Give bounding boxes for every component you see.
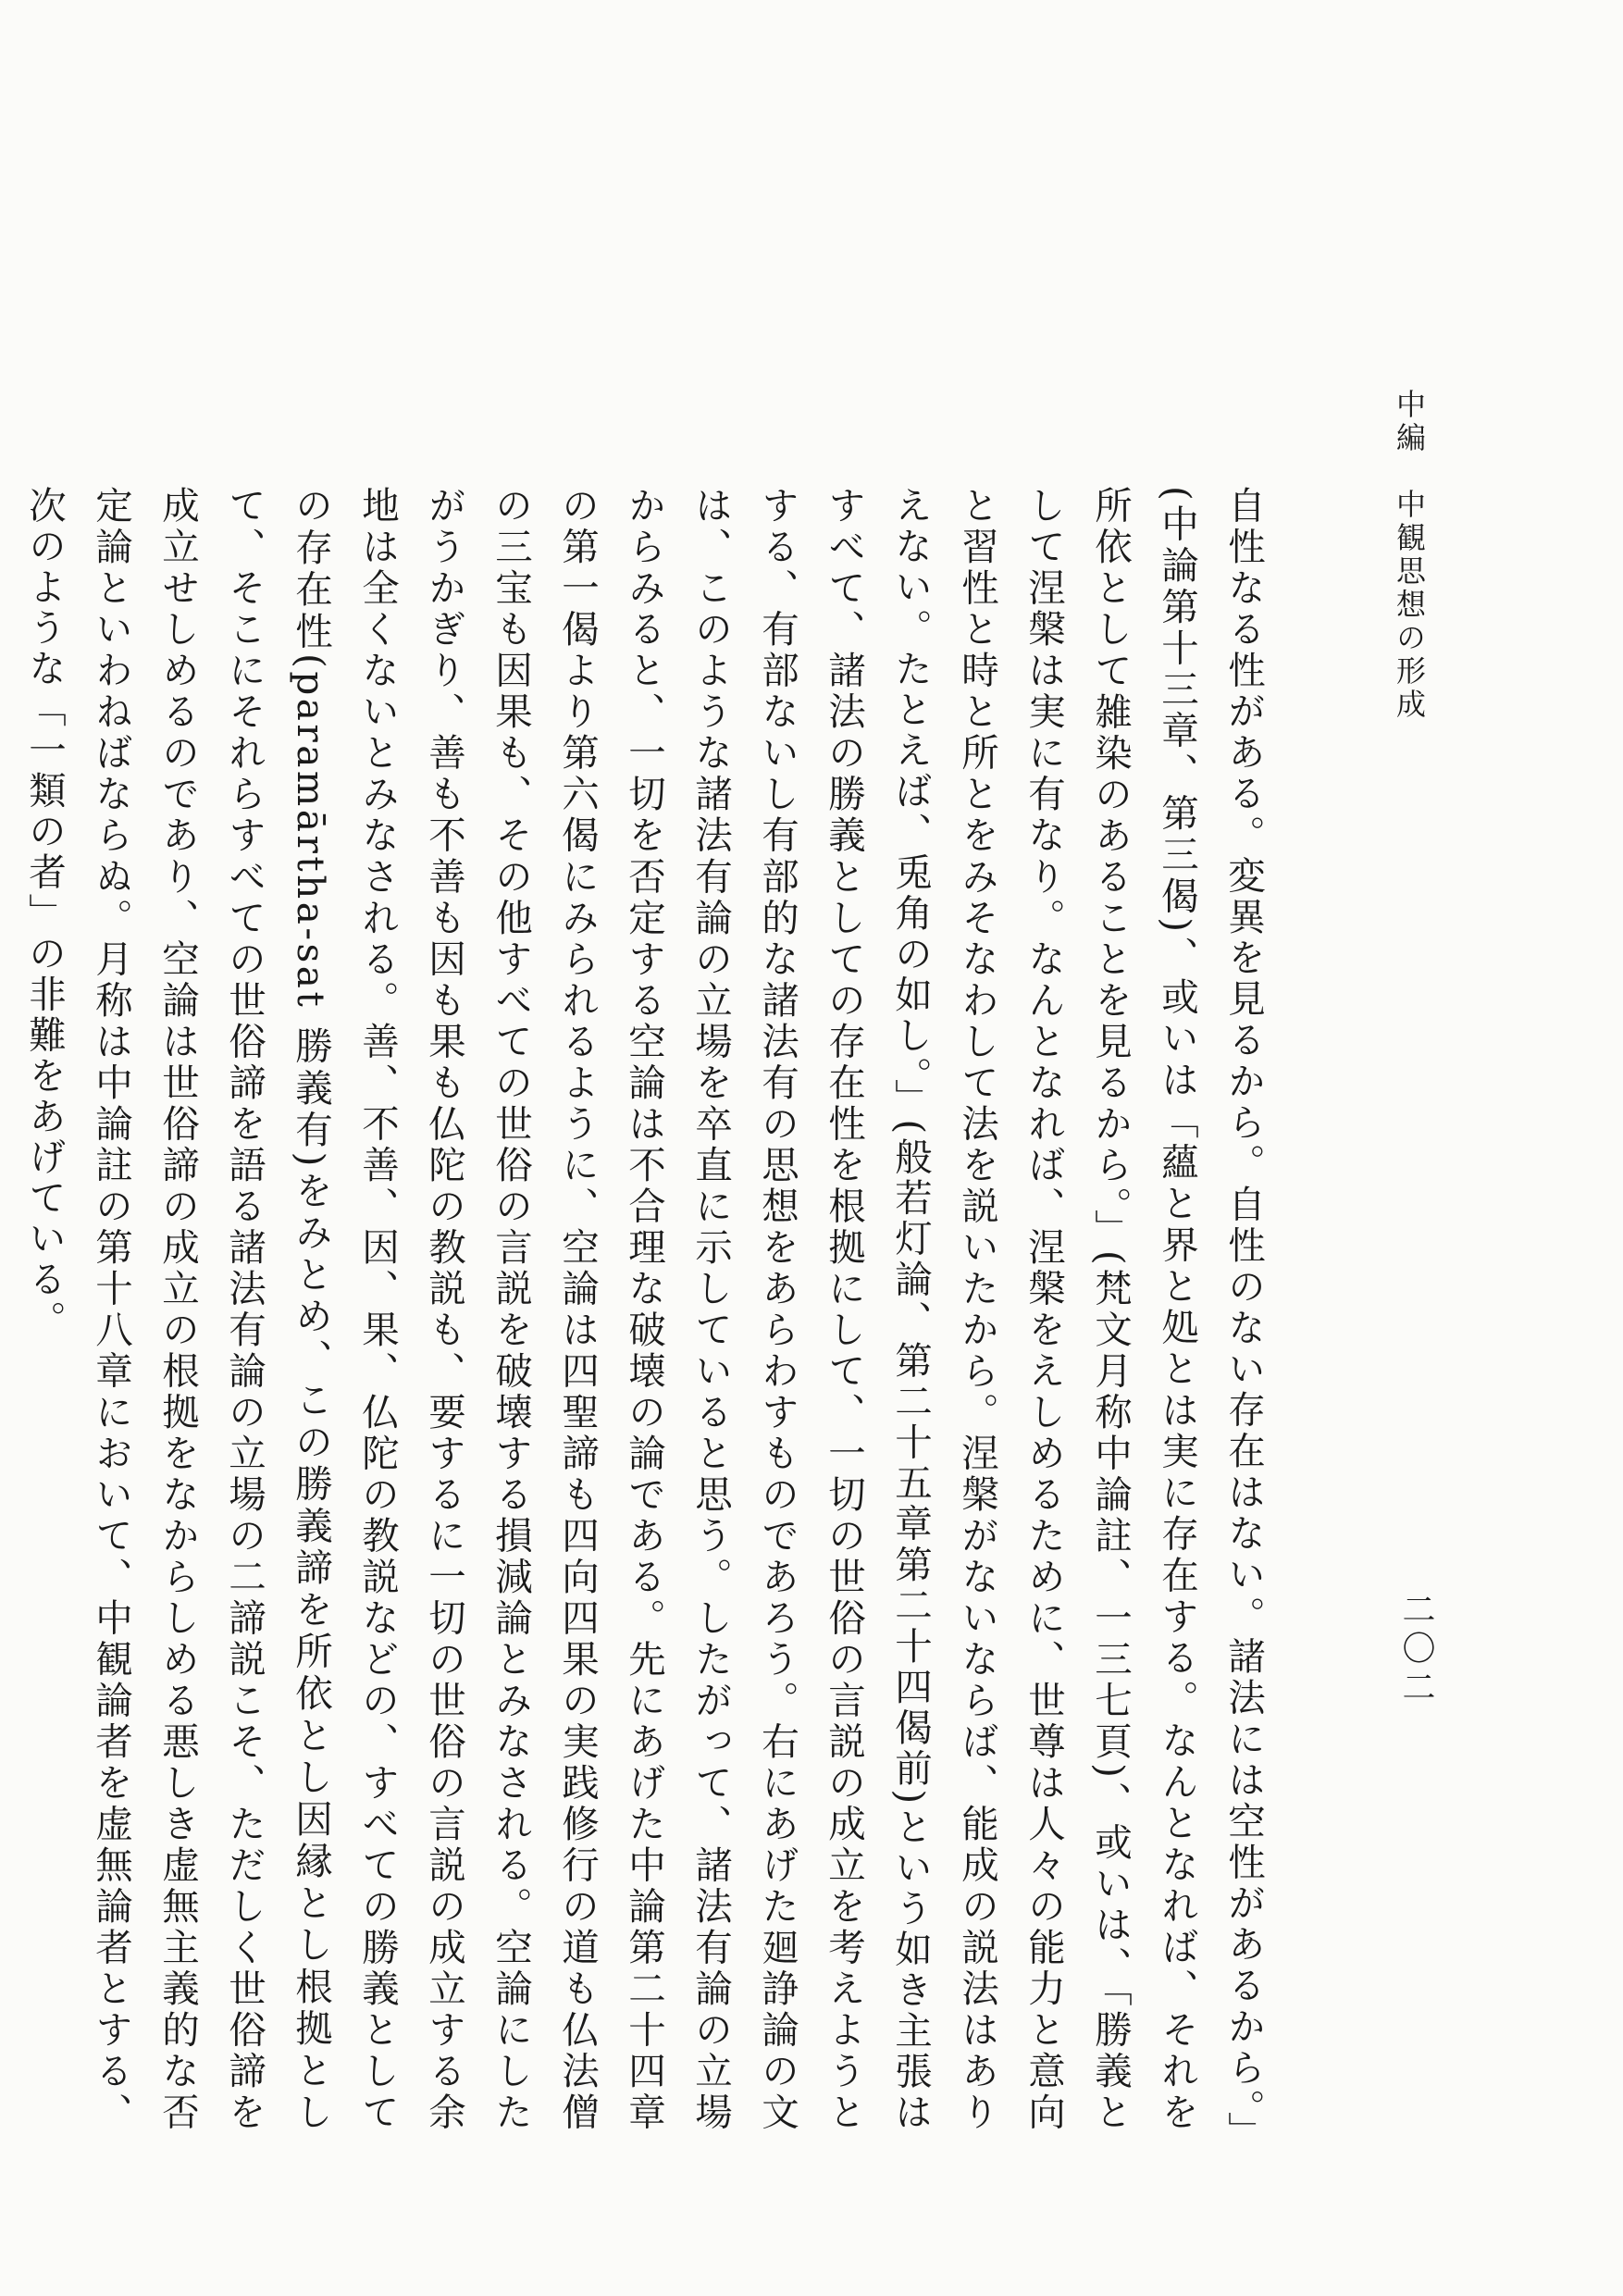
body-text bbox=[22, 486, 1277, 2133]
paragraph-2 bbox=[0, 486, 11, 2133]
page-number: 二〇二 bbox=[1397, 1592, 1435, 1708]
paragraph-1: 自性なる性がある。変異を見るから。自性のない存在はない。諸法には空性があるから。」(中論第十三章、第三偈)、或いは「蘊と界と処とは実に存在する。なんとなれば、それを所依として雑染のあることを見るから。」(梵文月称中論註、一三七頁)、或いは、「勝義として涅槃は実に有なり。なんとなれば、涅槃をえしめるために、世尊は人々の能力と意向と習性と時と所とをみそなわして法を説いたから。涅槃がないならば、能成の説法はありえない。たとえば、兎角の如し。」(般若灯論、第二十五章第二十四偈前)という如き主張はすべて、諸法の勝義としての存在性を根拠にして、一切の世俗の言説の成立を考えようとする、有部ないし有部的な諸法有の思想をあらわすものであろう。右にあげた廻諍論の文は、このような諸法有論の立場を卒直に示していると思う。したがって、諸法有論の立場からみると、一切を否定する空論は不合理な破壊の論である。先にあげた中論第二十四章の第一偈より第六偈にみられるように、空論は四聖諦も四向四果の実践修行の道も仏法僧の三宝も因果も、その他すべての世俗の言説を破壊する損減論とみなされる。空論にしたがうかぎり、善も不善も因も果も仏陀の教説も、要するに一切の世俗の言説の成立する余地は全くないとみなされる。善、不善、因、果、仏陀の教説などの、すべての勝義としての存在性(paramārtha-sat 勝義有)をみとめ、この勝義諦を所依とし因縁とし根拠として、そこにそれらすべての世俗諦を語る諸法有論の立場の二諦説こそ、ただしく世俗諦を成立せしめるのであり、空論は世俗諦の成立の根拠をなからしめる悪しき虚無主義的な否定論といわねばならぬ。月称は中論註の第十八章において、中観論者を虚無論者とする、次のような「一類の者」の非難をあげている。 bbox=[22, 486, 1266, 2133]
running-header-title: 中編 中観思想の形成 bbox=[1392, 389, 1427, 722]
